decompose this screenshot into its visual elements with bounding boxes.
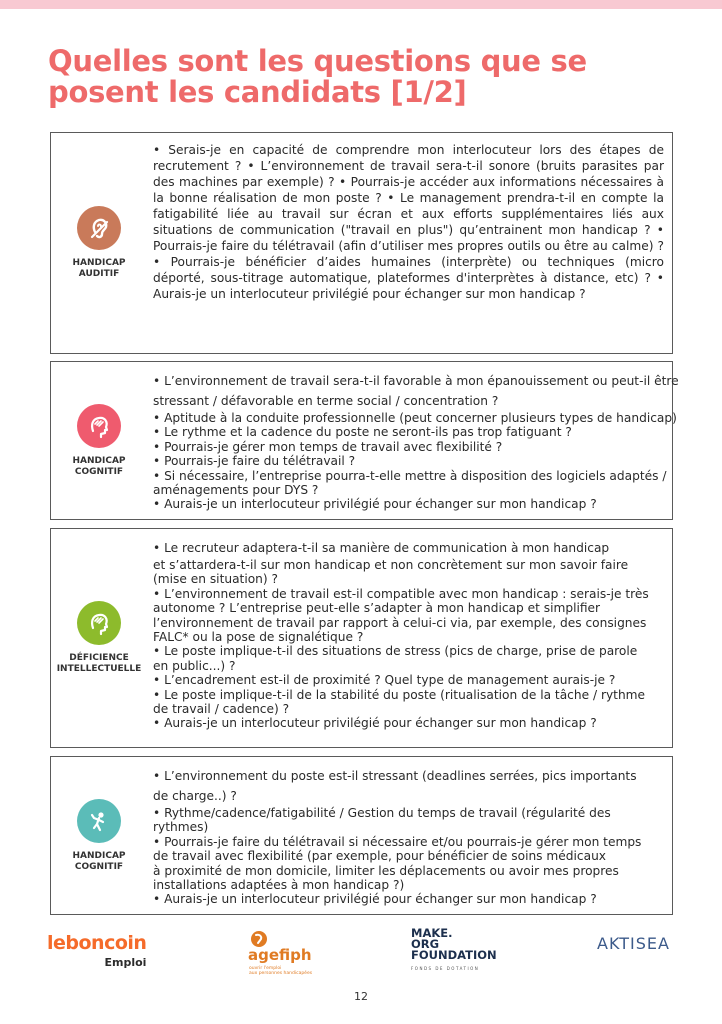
- card-side: [51, 757, 147, 914]
- partner-logos: [0, 924, 722, 984]
- card-line: • Aurais-je un interlocuteur privilégié pour échanger sur mon handicap ?: [153, 497, 597, 512]
- card-side: [51, 133, 147, 353]
- card-line: • Le poste implique-t-il de la stabilité du poste (ritualisation de la tâche / rythme: [153, 687, 646, 702]
- card-label: HANDICAP COGNITIF: [72, 455, 126, 477]
- page-number: 12: [354, 990, 368, 1003]
- card-side: [51, 362, 147, 519]
- card-line: de travail avec flexibilité (par exemple, pour bénéficier de soins médicaux: [153, 849, 607, 864]
- card-deficience-intellectuelle: [50, 528, 673, 748]
- card-handicap-cognitif: [50, 361, 679, 520]
- card-text: [153, 538, 664, 731]
- card-line: • Le recruteur adaptera-t-il sa manière de communication à mon handicap: [153, 541, 610, 555]
- card-line: • Aurais-je un interlocuteur privilégié pour échanger sur mon handicap ?: [153, 892, 597, 907]
- make-org-foundation-logo: [411, 928, 497, 974]
- ear-icon: [77, 206, 121, 250]
- card-line: stressant / défavorable en terme social / concentration ?: [153, 394, 499, 408]
- card-text: [153, 766, 664, 907]
- card-text: • Serais-je en capacité de comprendre mon interlocuteur lors des étapes de recrutement ? • L’environnement de travail sera-t-il sonore (bruits parasites par des machines par exemple) ? • Pourrais-je accéder aux informations nécessaires à la bonne réalisation de mon poste ? • Le management prendra-t-il en compte la fatigabilité liée au travail sur écran et aux efforts supplémentaires liés aux situations de communication ("travail en plus") qu’entrainent mon handicap ? • Pourrais-je faire du télétravail (afin d’utiliser mes propres outils ou être au calme) ? • Pourrais-je bénéficier d’aides humaines (interprète) ou techniques (micro déporté, sous-titrage automatique, plateformes d'interprètes à distance, etc) ? • Aurais-je un interlocuteur privilégié pour échanger sur mon handicap ?: [153, 143, 664, 301]
- card-label: HANDICAP COGNITIF: [72, 850, 126, 872]
- card-line: installations adaptées à mon handicap ?): [153, 878, 405, 893]
- card-line: • Pourrais-je faire du télétravail si nécessaire et/ou pourrais-je gérer mon temps: [153, 834, 642, 849]
- make-org-line3: FOUNDATION: [411, 948, 497, 962]
- card-line: • L’encadrement est-il de proximité ? Quel type de management aurais-je ?: [153, 673, 616, 688]
- make-org-line1: MAKE.: [411, 926, 453, 940]
- card-line: de charge..) ?: [153, 789, 237, 803]
- card-line: et s’attardera-t-il sur mon handicap et non concrètement sur mon savoir faire: [153, 558, 629, 572]
- card-line: • L’environnement de travail est-il compatible avec mon handicap : serais-je très: [153, 586, 649, 601]
- person-icon: [77, 799, 121, 843]
- leboncoin-sub: Emploi: [104, 956, 147, 969]
- card-label: DÉFICIENCE INTELLECTUELLE: [56, 653, 142, 674]
- card-line: • Rythme/cadence/fatigabilité / Gestion du temps de travail (régularité des: [153, 806, 611, 820]
- leboncoin-logo: [47, 932, 147, 969]
- make-org-subtitle: FONDS DE DOTATION: [411, 966, 480, 971]
- card-line: autonome ? L’entreprise peut-elle s’adapter à mon handicap et simplifier: [153, 601, 601, 616]
- card-side: [51, 529, 147, 747]
- card-line: • Le rythme et la cadence du poste ne seront-ils pas trop fatiguant ?: [153, 425, 572, 440]
- card-line: à proximité de mon domicile, limiter les déplacements ou avoir mes propres: [153, 863, 619, 878]
- aktisea-logo: AKTISEA: [597, 934, 670, 953]
- card-line: rythmes): [153, 820, 209, 835]
- card-label: HANDICAP AUDITIF: [72, 258, 126, 279]
- card-line: • Aptitude à la conduite professionnelle (peut concerner plusieurs types de handicap): [153, 411, 677, 425]
- agefiph-wordmark: agefiph: [248, 946, 312, 964]
- card-line: • L’environnement de travail sera-t-il favorable à mon épanouissement ou peut-il être: [153, 374, 679, 388]
- card-line: (mise en situation) ?: [153, 572, 278, 587]
- agefiph-tagline: ouvrir l'emploi aux personnes handicapées: [249, 966, 313, 976]
- card-line: • Pourrais-je faire du télétravail ?: [153, 454, 356, 469]
- card-line: de travail / cadence) ?: [153, 702, 290, 717]
- leboncoin-wordmark: leboncoin: [47, 932, 147, 954]
- card-line: FALC* ou la pose de signalétique ?: [153, 630, 364, 645]
- card-line: • L’environnement du poste est-il stressant (deadlines serrées, pics importants: [153, 769, 637, 783]
- head-icon: [77, 404, 121, 448]
- card-handicap-cognitif-2: [50, 756, 673, 915]
- page-title: Quelles sont les questions que se posent les candidats [1/2]: [48, 44, 587, 109]
- card-line: l’environnement de travail par rapport à celui-ci via, par exemple, des consignes: [153, 615, 647, 630]
- card-line: • Si nécessaire, l’entreprise pourra-t-elle mettre à disposition des logiciels adaptés /: [153, 468, 667, 483]
- card-line: • Le poste implique-t-il des situations de stress (pics de charge, prise de parole: [153, 644, 638, 659]
- top-color-band: [0, 0, 722, 9]
- card-line: • Aurais-je un interlocuteur privilégié pour échanger sur mon handicap ?: [153, 716, 597, 731]
- card-line: • Pourrais-je gérer mon temps de travail avec flexibilité ?: [153, 439, 503, 454]
- card-text: [153, 371, 679, 512]
- head-icon: [77, 601, 121, 645]
- card-handicap-auditif: [50, 132, 673, 354]
- make-org-line2: ORG: [411, 937, 440, 951]
- card-line: aménagements pour DYS ?: [153, 483, 319, 498]
- card-line: en public...) ?: [153, 658, 236, 673]
